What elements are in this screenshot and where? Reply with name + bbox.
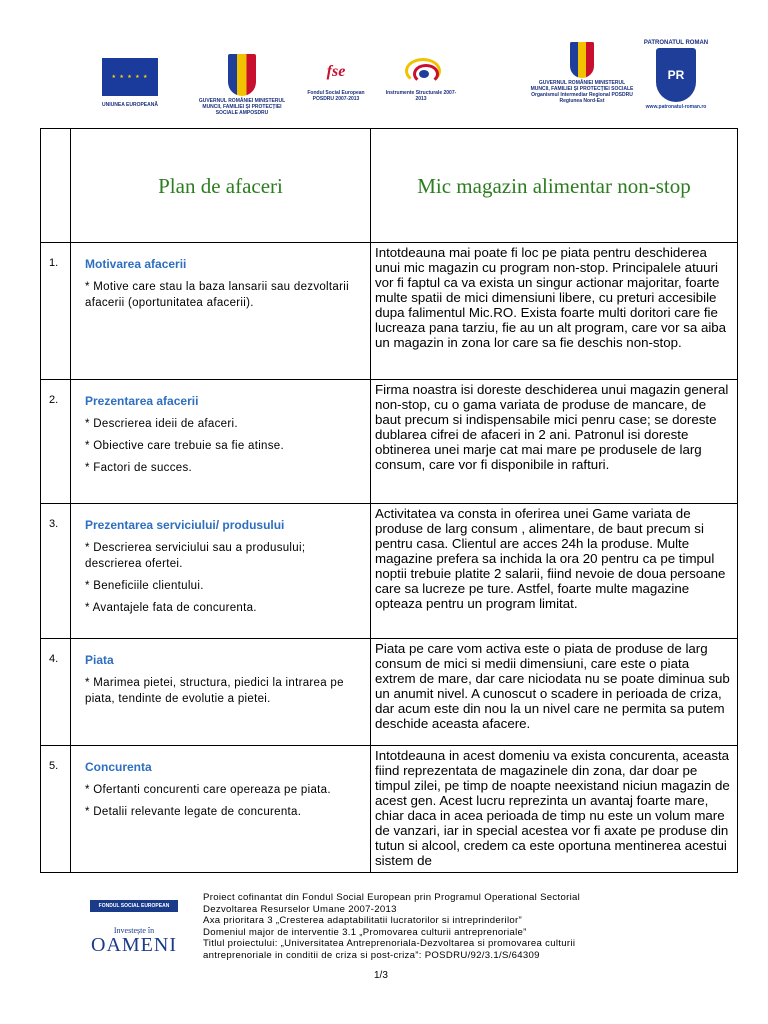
instrumente-structurale-logo — [384, 54, 458, 102]
row-description: Firma noastra isi doreste deschiderea unui magazin general non-stop, cu o gama variata de produse de mancare, de baut precum si indispensabile mici penru case; se doreste dublarea cifrei de afaceri in 2 ani. Patronul isi doreste obtinerea unei marje cat mai mare pe produsele de larg consum, care vor fi disponibile in rafturi. — [371, 380, 738, 504]
topic-point: * Descrierea serviciului sau a produsului; descrierea ofertei. — [85, 542, 306, 570]
topic-title: Concurenta — [85, 760, 152, 774]
row-description: Activitatea va consta in oferirea unei Game variata de produse de larg consum , alimentare, de baut precum si pentru casa. Clientul are acces 24h la produse. Multe magazine prefera sa inchida la ora 20 pentru ca pe timpul noptii trebuie platite 2 salarii, fiind nevoie de doua persoane care sa lucreze pe ture. Astfel, foarte multe magazine opteaza pentru un program limitat. — [371, 504, 738, 639]
logo-caption: Instrumente Structurale 2007-2013 — [385, 90, 457, 102]
row-description — [371, 746, 738, 873]
topic-point: * Obiective care trebuie sa fie atinse. — [85, 440, 284, 452]
table-row — [41, 504, 738, 639]
table-row — [41, 243, 738, 380]
logo-caption: PATRONATUL ROMAN — [643, 40, 709, 46]
logo-caption: UNIUNEA EUROPEANĂ — [102, 102, 158, 108]
fse-tagline-oameni: OAMENI — [91, 934, 177, 956]
footer-line: Axa prioritara 3 „Cresterea adaptabilitatii lucratorilor si intreprinderilor” — [203, 915, 523, 926]
topic-point: * Marimea pietei, structura, piedici la intrarea pe piata, tendinte de evolutie a pietei. — [85, 677, 344, 705]
row-number: 2. — [41, 380, 71, 504]
row-topic — [71, 504, 371, 639]
footer-project-info — [203, 892, 673, 961]
eu-flag-icon: ★ ★ ★ ★ ★ — [102, 58, 158, 96]
business-plan-table — [40, 128, 738, 873]
government-crest-logo-2 — [530, 42, 634, 104]
table-header-left — [71, 129, 371, 243]
fse-logo — [302, 56, 370, 102]
page-number: 1/3 — [374, 970, 388, 981]
footer-line: Proiect cofinantat din Fondul Social European prin Programul Operational Sectorial — [203, 892, 581, 903]
table-header-right — [371, 129, 738, 243]
row-description-text: Intotdeauna in acest domeniu va exista concurenta, aceasta fiind reprezentata de magazinele din zona, dar doar pe timpul zilei, pe timp de noapte neexistand niciun magazin de acest gen. Acest lucru reprezinta un avantaj foarte mare, chiar daca in acea perioada de timp nu este un volum mare de vanzari, iar in special acestea vor fi axate pe produse din tutun si alcool, credem ca este oportuna mentinerea acestui sistem de — [375, 748, 730, 868]
table-row — [41, 639, 738, 746]
fse-investeste-logo — [90, 900, 178, 955]
footer-line: Domeniul major de interventie 3.1 „Promovarea culturii antreprenoriale” — [203, 926, 527, 938]
footer-line: Titlul proiectului: „Universitatea Antreprenoriala-Dezvoltarea si promovarea culturii — [203, 938, 576, 949]
row-number: 1. — [41, 243, 71, 380]
row-topic — [71, 639, 371, 746]
topic-point: * Factori de succes. — [85, 462, 192, 474]
row-topic — [71, 243, 371, 380]
fse-tagline: Investește în — [113, 926, 155, 935]
row-number: 3. — [41, 504, 71, 639]
instrumente-structurale-icon — [399, 54, 443, 86]
table-row — [41, 746, 738, 873]
row-topic — [71, 746, 371, 873]
eu-flag-logo — [96, 58, 164, 108]
page-title: Plan de afaceri — [158, 173, 283, 198]
topic-title: Piata — [85, 653, 114, 667]
footer — [0, 888, 768, 1024]
logo-caption: GUVERNUL ROMÂNIEI MINISTERUL MUNCII, FAMILIEI ȘI PROTECȚIEI SOCIALE AMPOSDRU — [198, 98, 286, 116]
coat-of-arms-icon — [228, 54, 256, 96]
row-number: 4. — [41, 639, 71, 746]
row-topic — [71, 380, 371, 504]
topic-point: * Beneficiile clientului. — [85, 580, 204, 592]
topic-point: * Descrierea ideii de afaceri. — [85, 418, 238, 430]
row-number: 5. — [41, 746, 71, 873]
table-header-row — [41, 129, 738, 243]
fse-icon: fse — [326, 63, 346, 80]
topic-title: Prezentarea serviciului/ produsului — [85, 518, 285, 532]
footer-line: Dezvoltarea Resurselor Umane 2007-2013 — [203, 903, 397, 915]
logo-url: www.patronatul-roman.ro — [645, 104, 707, 110]
government-crest-logo — [196, 54, 288, 116]
footer-line: antreprenoriale in conditii de criza si post-criza”: POSDRU/92/3.1/S/64309 — [203, 949, 540, 961]
header-logos — [0, 40, 768, 128]
topic-point: * Motive care stau la baza lansarii sau dezvoltarii afacerii (oportunitatea afacerii). — [85, 281, 349, 309]
topic-point: * Detalii relevante legate de concurenta. — [85, 806, 302, 818]
logo-caption: GUVERNUL ROMÂNIEI MINISTERUL MUNCII, FAMILIEI ȘI PROTECȚIEI SOCIALE Organismul Intermediar Regional POSDRU Regiunea Nord-Est — [530, 80, 634, 104]
pr-shield-icon: PR — [656, 48, 696, 102]
row-description: Piata pe care vom activa este o piata de produse de larg consum de mici si medii dimensiuni, care este o piata extrem de mare, dar care niciodata nu se poate diminua sub un anumit nivel. A cunoscut o scadere in perioada de criza, dar acum este din nou la un nivel care ne permita sa putem deschide aceasta afacere. — [371, 639, 738, 746]
fse-band: FONDUL SOCIAL EUROPEAN — [90, 900, 178, 912]
topic-point: * Avantajele fata de concurenta. — [85, 602, 257, 614]
business-name: Mic magazin alimentar non-stop — [417, 173, 691, 198]
topic-title: Prezentarea afacerii — [85, 394, 199, 408]
logo-caption: Fondul Social European POSDRU 2007-2013 — [307, 90, 365, 102]
table-row — [41, 380, 738, 504]
topic-point: * Ofertanti concurenti care opereaza pe piata. — [85, 784, 331, 796]
topic-title: Motivarea afacerii — [85, 257, 187, 271]
coat-of-arms-icon — [570, 42, 594, 78]
row-description: Intotdeauna mai poate fi loc pe piata pentru deschiderea unui mic magazin cu program non-stop. Principalele atuuri vor fi faptul ca va exista un singur actionar majoritar, foarte multe spatii de mici dimensiuni libere, cu preturi accesibile dupa falimentul Mic.RO. Exista foarte multi doritori care fie lucreaza pana tarziu, fie au un alt program, care vor sa aiba un magazin in zona lor care sa fie deschis non-stop. — [371, 243, 738, 380]
patronatul-roman-logo — [640, 40, 712, 110]
